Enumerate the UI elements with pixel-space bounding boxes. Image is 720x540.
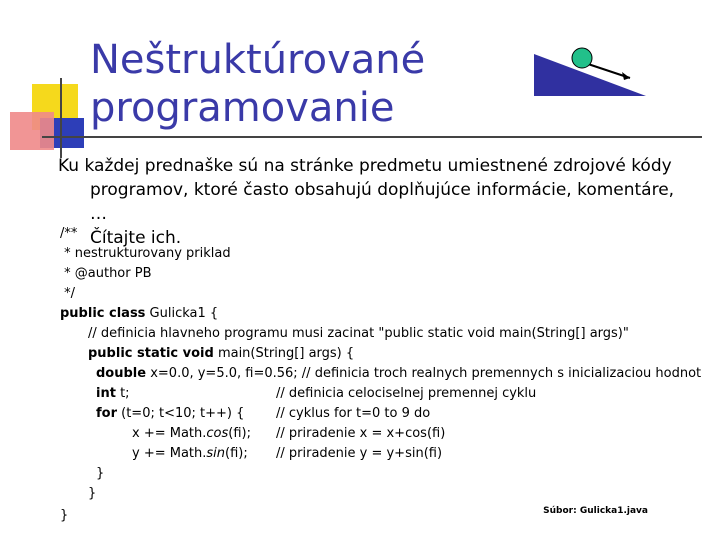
code-text: (fi); — [228, 426, 251, 441]
code-line-11 — [132, 424, 251, 444]
code-line-9 — [96, 384, 130, 404]
code-text: x += Math. — [132, 426, 207, 441]
ball-icon — [572, 48, 592, 68]
code-line-11-comment: // priradenie x = x+cos(fi) — [276, 426, 446, 441]
intro-line-2: programov, ktoré často obsahujú doplňujúce informácie, komentáre, … — [90, 180, 675, 224]
deco-vertical-line — [60, 78, 62, 158]
code-line-12 — [132, 444, 248, 464]
code-function: sin — [206, 446, 226, 461]
code-keyword: public class — [60, 306, 146, 321]
code-line-10-comment: // cyklus for t=0 to 9 do — [276, 406, 431, 421]
code-text: } — [96, 466, 105, 481]
code-line-8 — [96, 364, 701, 384]
code-keyword: double — [96, 366, 147, 381]
code-comment: // definicia hlavneho programu musi zacinat "public static void main(String[] args)" — [88, 326, 629, 341]
ramp-ball-illustration — [530, 44, 660, 100]
code-line-7 — [88, 344, 354, 364]
source-file-label: Súbor: Gulicka1.java — [543, 506, 648, 516]
code-text: main(String[] args) { — [213, 346, 355, 361]
code-line-6 — [88, 324, 629, 344]
page-title — [90, 36, 425, 132]
code-text: } — [60, 508, 69, 523]
deco-red-square — [10, 112, 54, 150]
code-text: /** — [60, 226, 78, 241]
code-keyword: int — [96, 386, 116, 401]
code-text: (fi); — [225, 446, 248, 461]
code-text: } — [88, 486, 97, 501]
code-function: cos — [206, 426, 229, 441]
code-text: (t=0; t<10; t++) { — [117, 406, 245, 421]
code-line-12-comment: // priradenie y = y+sin(fi) — [276, 446, 443, 461]
code-text: * @author PB — [60, 266, 152, 281]
intro-line-3: Čítajte ich. — [90, 228, 182, 248]
code-line-3 — [60, 264, 152, 284]
code-line-2 — [60, 244, 231, 264]
code-keyword: for — [96, 406, 117, 421]
code-text: t; — [115, 386, 130, 401]
code-line-15 — [60, 506, 68, 526]
title-line-1: Neštruktúrované — [90, 37, 426, 83]
code-line-10 — [96, 404, 244, 424]
deco-horizontal-line — [42, 136, 702, 138]
code-line-1 — [60, 224, 77, 244]
code-text: Gulicka1 { — [145, 306, 219, 321]
code-keyword: public static void — [88, 346, 214, 361]
code-text: x=0.0, y=5.0, fi=0.56; // definicia troch realnych premennych s inicializaciou hodnot — [146, 366, 702, 381]
title-line-2: programovanie — [90, 85, 395, 131]
code-line-13 — [96, 464, 104, 484]
intro-line-1: Ku každej prednaške sú na stránke predmetu umiestnené zdrojové kódy — [58, 156, 672, 176]
code-text: y += Math. — [132, 446, 207, 461]
code-line-5 — [60, 304, 218, 324]
intro-paragraph — [58, 154, 678, 250]
code-line-14 — [88, 484, 96, 504]
code-text: * nestrukturovany priklad — [60, 246, 231, 261]
code-line-9-comment: // definicia celociselnej premennej cyklu — [276, 386, 537, 401]
code-text: */ — [60, 286, 76, 301]
code-line-4 — [60, 284, 75, 304]
